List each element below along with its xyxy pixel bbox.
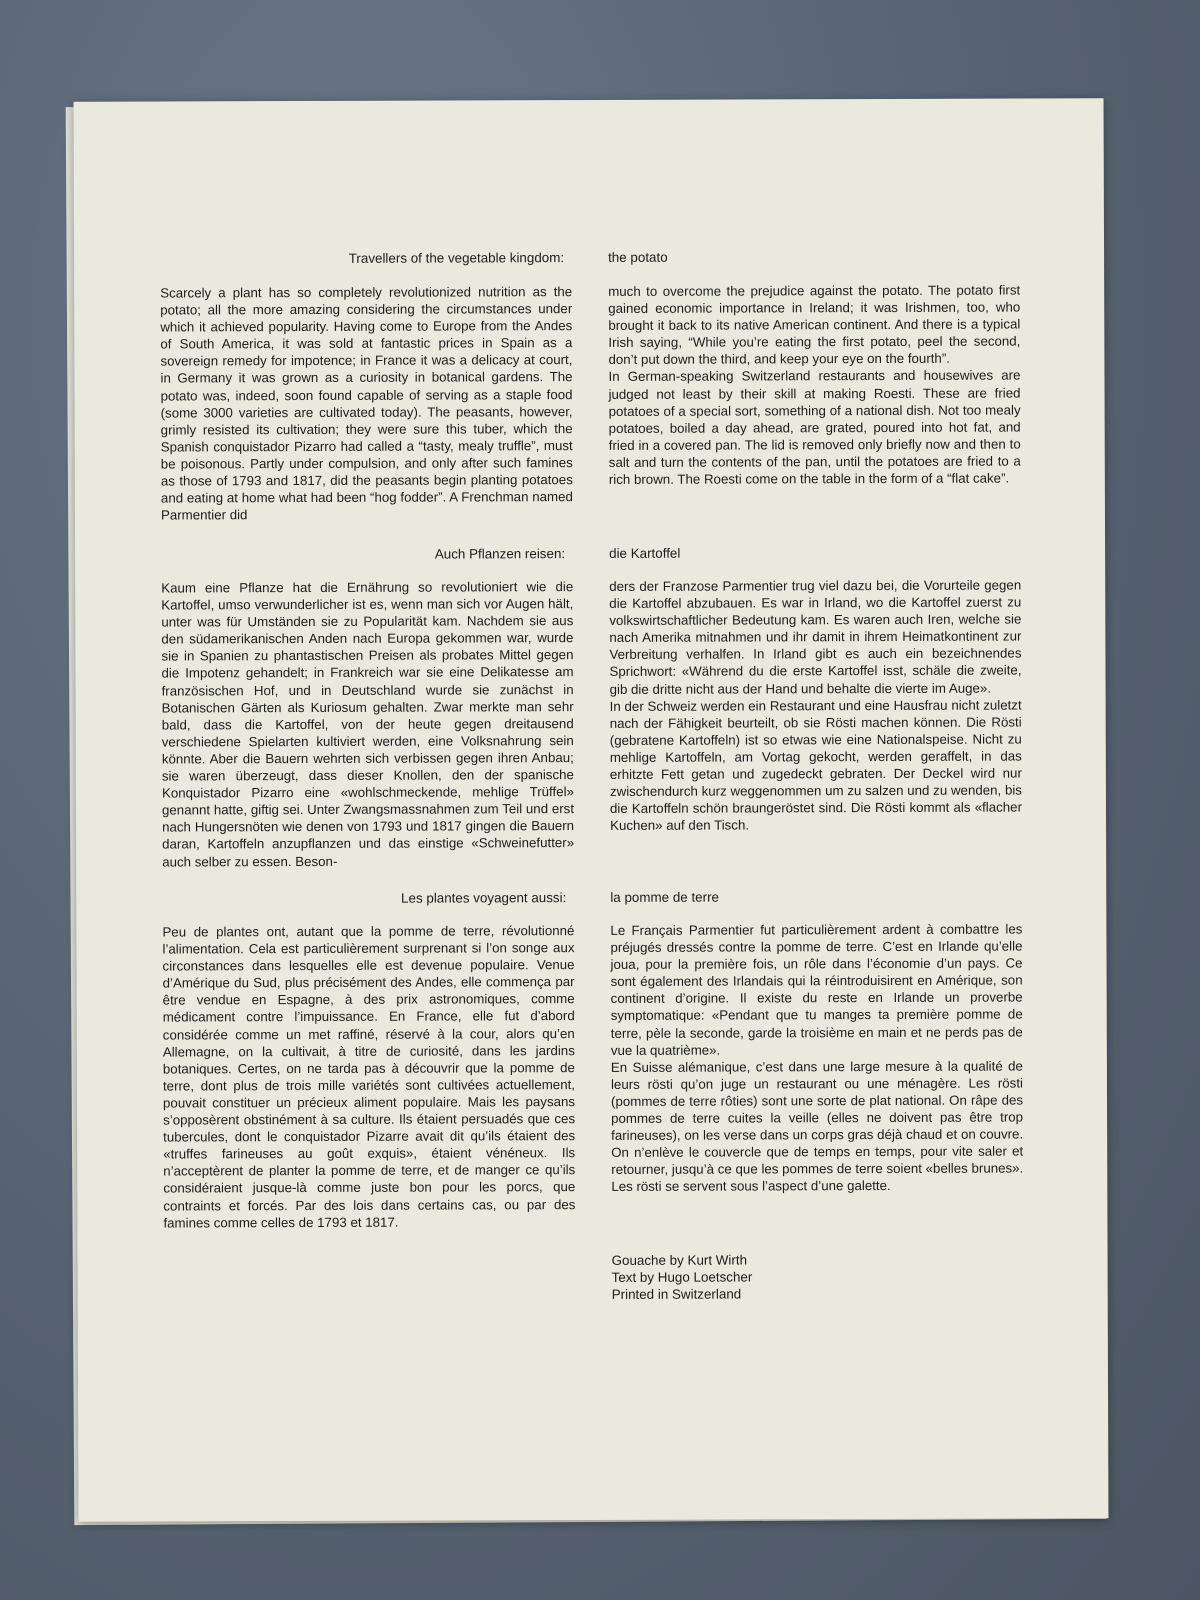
german-heading-right: die Kartoffel [609, 545, 681, 561]
french-right-column [610, 920, 1023, 1195]
english-heading-right: the potato [608, 249, 668, 265]
document-sheet [74, 98, 1109, 1522]
french-paragraph: En Suisse alémanique, c’est dans une large mesure à la qualité de leurs rösti qu’on juge un restaurant ou une ménagère. Les rösti (pommes de terre rôties) sont une sorte de plat national. On râpe des pommes de terre cuites la veille (elles ne doivent pas être trop farineuses), on les verse dans un corps gras déjà chaud et on couvre. On n’enlève le couvercle que de temps en temps, pour vite saler et retourner, jusqu’à ce que les pommes de terre soient «belles brunes». Les rösti se servent sous l’aspect d’une galette. [610, 1058, 1024, 1195]
english-paragraph: In German-speaking Switzerland restaurants and housewives are judged not least by their skill at making Roesti. These are fried potatoes of a special sort, something of a national dish. Not too mealy potatoes, boiled a day ahead, are grated, poured into hot fat, and fried in a covered pan. The lid is removed only briefly now and then to salt and turn the contents of the pan, until the potatoes are fried to a rich brown. The Roesti come on the table in the form of a “flat cake”. [608, 367, 1021, 487]
credit-gouache: Gouache by Kurt Wirth [611, 1252, 748, 1268]
french-left-column [162, 922, 575, 1231]
french-paragraph: Le Français Parmentier fut particulièrement ardent à combattre les préjugés dressés contre la pomme de terre. C’est en Irlande qu’elle joua, pour la première fois, un rôle dans l’économie d’un pays. Ce sont également des Irlandais qui la réintroduisirent en Amérique, son continent d’origine. Il existe du reste en Irlande un proverbe symptomatique: «Pendant que tu manges ta première pomme de terre, pèle la seconde, garde la troisième en main et ne perds pas de vue la quatrième». [610, 921, 1023, 1058]
english-left-column [160, 283, 573, 524]
french-heading-right: la pomme de terre [610, 889, 720, 905]
german-paragraph: Kaum eine Pflanze hat die Ernährung so revolutioniert wie die Kartoffel, umso verwunderlicher ist es, wenn man sich vor Augen hält, unter was für Umständen sie zu Popularität kam. Nachdem sie aus den südamerikanischen Anden nach Europa gekommen war, wurde sie in Spanien zu phantastischen Preisen als probates Mittel gegen die Impotenz gehandelt; in Frankreich war sie eine Delikatesse am französischen Hof, und in Deutschland wurde sie zunächst in Botanischen Gärten als Kuriosum gehalten. Zwar merkte man sehr bald, dass die Kartoffel, von der heute gegen dreitausend verschiedene Spielarten kultiviert werden, eine Volksnahrung sein könnte. Aber die Bauern wehrten sich verbissen gegen ihren Anbau; sie waren überzeugt, dass dieser Knollen, den der spanische Konquistador Pizarro eine «wohlschmeckende, mehlige Trüffel» genannt hatte, giftig sei. Unter Zwangsmassnahmen zum Teil und erst nach Hungersnöten wie denen von 1793 und 1817 gingen die Bauern daran, Kartoffeln anzupflanzen und das einstige «Schweinefutter» auch selber zu essen. Beson- [161, 579, 575, 869]
english-paragraph: Scarcely a plant has so completely revolutionized nutrition as the potato; all the more amazing considering the circumstances under which it achieved popularity. Having come to Europe from the Andes of South America, it was sold at fantastic prices in Spain as a sovereign remedy for impotence; in France it was a delicacy at court, in Germany it was grown as a curiosity in botanical gardens. The potato was, indeed, soon found capable of serving as a staple food (some 3000 varieties are cultivated today). The peasants, however, grimly resisted its cultivation; they were sure this tuber, which the Spanish conquistador Pizarro had called a “tasty, mealy truffle”, must be poisonous. Partly under compulsion, and only after such famines as those of 1793 and 1817, did the peasants begin planting potatoes and eating at home what had been “hog fodder”. A Frenchman named Parmentier did [160, 284, 573, 523]
french-paragraph: Peu de plantes ont, autant que la pomme de terre, révolutionné l’alimentation. Cela est particulièrement surprenant si l’on songe aux circonstances dans lesquelles elle est devenue populaire. Venue d’Amérique du Sud, plus précisément des Andes, elle commença par être vendue en Espagne, à des prix astronomiques, comme médicament contre l’impuissance. En France, elle fut d’abord considérée comme un met raffiné, réservé à la cour, alors qu’en Allemagne, on la cultivait, à titre de curiosité, dans les jardins botaniques. Certes, on ne tarda pas à découvrir que la pomme de terre, dont plus de trois mille variétés sont cultivées actuellement, pouvait constituer un précieux aliment populaire. Mais les paysans s’opposèrent obstinément à sa culture. Ils étaient persuadés que ces tubercules, dont le conquistador Pizarre avait dit qu’ils étaient des «truffes farineuses au goût exquis», étaient vénéneux. Ils n’acceptèrent de planter la pomme de terre, et de manger ce qu’ils considéraient jusque-là comme juste bon pour les porcs, que contraints et forcés. Par des lois dans certains cas, ou par des famines comme celles de 1793 et 1817. [162, 923, 576, 1231]
credits-block [612, 1251, 753, 1302]
german-paragraph: ders der Franzose Parmentier trug viel dazu bei, die Vorurteile gegen die Kartoffel abzubauen. Es war in Irland, wo die Kartoffel zuerst zu volkswirtschaftlicher Bedeutung kam. Es waren auch Iren, welche sie nach Amerika mitnahmen und ihr damit in ihrem Heimatkontinent zur Verbreitung verhalfen. In Irland gibt es auch ein bezeichnendes Sprichwort: «Während du die erste Kartoffel isst, schäle die zweite, gib die dritte nicht aus der Hand und behalte die vierte im Auge». [609, 577, 1022, 697]
german-left-column [161, 578, 574, 870]
english-heading-left: Travellers of the vegetable kingdom: [348, 250, 565, 266]
english-right-column [608, 281, 1021, 488]
credit-text: Text by Hugo Loetscher [611, 1269, 753, 1285]
credit-printed: Printed in Switzerland [611, 1286, 742, 1302]
german-right-column [609, 576, 1022, 834]
english-paragraph: much to overcome the prejudice against the potato. The potato first gained economic importance in Ireland; it was Irishmen, too, who brought it back to its native American continent. And there is a typical Irish saying, “While you’re eating the first potato, peel the second, don’t put down the third, and keep your eye on the fourth”. [608, 282, 1021, 368]
german-heading-left: Auch Pflanzen reisen: [434, 546, 566, 562]
german-paragraph: In der Schweiz werden ein Restaurant und eine Hausfrau nicht zuletzt nach der Fähigkeit beurteilt, ob sie Rösti machen können. Die Rösti (gebratene Kartoffeln) ist so etwas wie eine Nationalspeise. Nicht zu mehlige Kartoffeln, am Vortag gekocht, werden geraffelt, in das erhitzte Fett getan und zugedeckt gebraten. Der Deckel wird nur zwischendurch kurz weggenommen um zu salzen und zu wenden, bis die Kartoffeln schön braungeröstet sind. Die Rösti kommt als «flacher Kuchen» auf den Tisch. [609, 697, 1023, 834]
french-heading-left: Les plantes voyagent aussi: [401, 890, 567, 906]
